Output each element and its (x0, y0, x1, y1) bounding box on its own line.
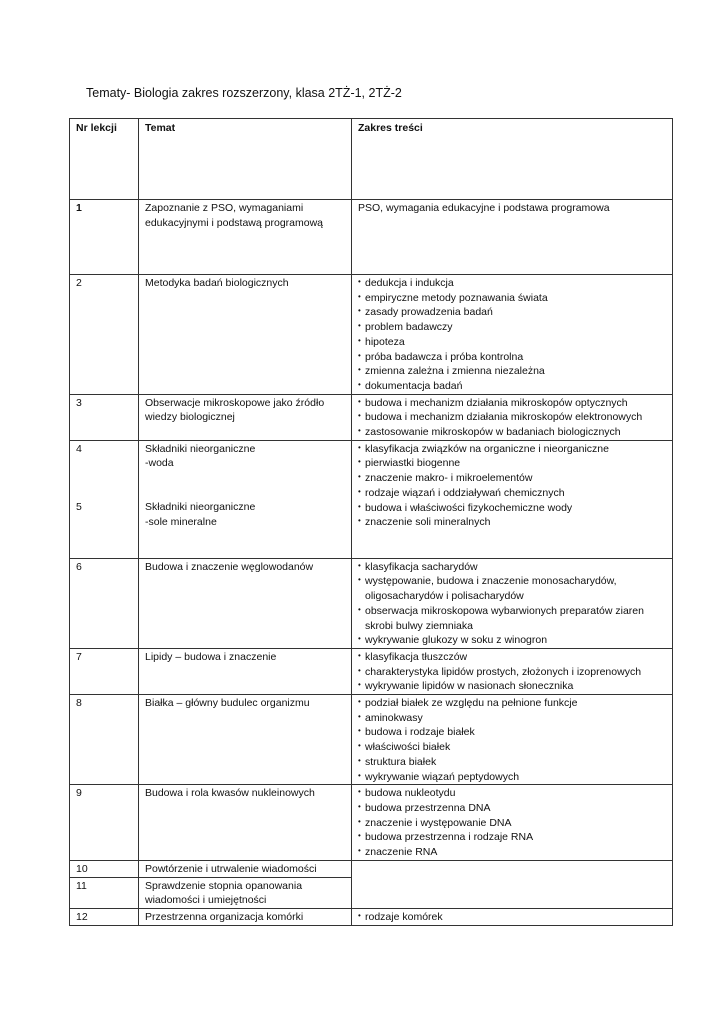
lesson-scope (352, 648, 673, 694)
scope-item: • budowa i mechanizm działania mikroskopów optycznych (358, 396, 667, 411)
lesson-number-4: 4 (76, 442, 82, 455)
lesson-number-5: 5 (76, 501, 82, 514)
scope-item: • znaczenie makro- i mikroelementów (358, 471, 667, 486)
scope-item: • występowanie, budowa i znaczenie monosacharydów, oligosacharydów i polisacharydów (358, 574, 667, 603)
scope-item: • hipoteza (358, 335, 667, 350)
scope-item: • wykrywanie wiązań peptydowych (358, 770, 667, 785)
header-temat: Temat (139, 119, 352, 200)
lesson-scope (352, 860, 673, 908)
lesson-scope (352, 394, 673, 440)
table-row (70, 558, 673, 648)
lesson-number: 10 (70, 860, 139, 877)
scope-item: • podział białek ze względu na pełnione funkcje (358, 696, 667, 711)
scope-item: • budowa przestrzenna i rodzaje RNA (358, 830, 667, 845)
scope-item: • empiryczne metody poznawania świata (358, 291, 667, 306)
lesson-topic: Budowa i rola kwasów nukleinowych (139, 785, 352, 861)
scope-item: • aminokwasy (358, 711, 667, 726)
scope-item: • struktura białek (358, 755, 667, 770)
header-zakres: Zakres treści (352, 119, 673, 200)
scope-item: • zastosowanie mikroskopów w badaniach biologicznych (358, 425, 667, 440)
lesson-scope (352, 908, 673, 925)
scope-item: • wykrywanie glukozy w soku z winogron (358, 633, 667, 648)
lesson-number: 12 (70, 908, 139, 925)
lesson-number: 8 (70, 695, 139, 785)
lesson-topic: Sprawdzenie stopnia opanowania wiadomości i umiejętności (139, 877, 352, 908)
lesson-topic-5: Składniki nieorganiczne (145, 501, 256, 514)
table-row (70, 394, 673, 440)
lesson-scope (352, 695, 673, 785)
scope-item: • budowa i właściwości fizykochemiczne wody (358, 501, 667, 516)
scope-item: • pierwiastki biogenne (358, 456, 667, 471)
lesson-topic-4: Składniki nieorganiczne (145, 442, 256, 455)
table-row (70, 908, 673, 925)
lesson-scope (352, 275, 673, 395)
lesson-scope (352, 440, 673, 558)
document-title: Tematy- Biologia zakres rozszerzony, klasa 2TŻ-1, 2TŻ-2 (86, 86, 402, 100)
table-row (70, 785, 673, 861)
table-row (70, 200, 673, 275)
lesson-number (70, 440, 139, 558)
lesson-number: 6 (70, 558, 139, 648)
table-row (70, 860, 673, 877)
scope-item: • właściwości białek (358, 740, 667, 755)
scope-item: • budowa i rodzaje białek (358, 725, 667, 740)
lesson-number: 9 (70, 785, 139, 861)
scope-item: • budowa i mechanizm działania mikroskopów elektronowych (358, 410, 667, 425)
scope-item: • rodzaje komórek (358, 910, 667, 925)
scope-item: • próba badawcza i próba kontrolna (358, 350, 667, 365)
scope-item: • wykrywanie lipidów w nasionach słonecznika (358, 679, 667, 694)
scope-item: • dokumentacja badań (358, 379, 667, 394)
lesson-scope: PSO, wymagania edukacyjne i podstawa programowa (352, 200, 673, 275)
scope-item: • znaczenie soli mineralnych (358, 515, 667, 530)
scope-item: • obserwacja mikroskopowa wybarwionych preparatów ziaren skrobi bulwy ziemniaka (358, 604, 667, 633)
lesson-number: 2 (70, 275, 139, 395)
lesson-scope (352, 558, 673, 648)
scope-item: • klasyfikacja związków na organiczne i nieorganiczne (358, 442, 667, 457)
scope-item: • problem badawczy (358, 320, 667, 335)
lesson-topic: Metodyka badań biologicznych (139, 275, 352, 395)
scope-item: • budowa nukleotydu (358, 786, 667, 801)
lesson-topic-4-sub: -woda (145, 457, 174, 470)
lesson-number: 7 (70, 648, 139, 694)
lesson-topic: Powtórzenie i utrwalenie wiadomości (139, 860, 352, 877)
lesson-topic: Białka – główny budulec organizmu (139, 695, 352, 785)
lesson-number: 1 (70, 200, 139, 275)
lesson-topic: Przestrzenna organizacja komórki (139, 908, 352, 925)
table-row (70, 440, 673, 558)
scope-item: • budowa przestrzenna DNA (358, 801, 667, 816)
scope-item: • dedukcja i indukcja (358, 276, 667, 291)
lesson-topic: Obserwacje mikroskopowe jako źródło wiedzy biologicznej (139, 394, 352, 440)
table-row (70, 695, 673, 785)
lesson-scope (352, 785, 673, 861)
scope-item: • rodzaje wiązań i oddziaływań chemicznych (358, 486, 667, 501)
header-nr: Nr lekcji (70, 119, 139, 200)
lesson-topic (139, 440, 352, 558)
table-row (70, 648, 673, 694)
scope-item: • znaczenie RNA (358, 845, 667, 860)
scope-item: • klasyfikacja tłuszczów (358, 650, 667, 665)
lesson-topic-5-sub: -sole mineralne (145, 515, 217, 528)
lesson-topic: Zapoznanie z PSO, wymaganiami edukacyjnymi i podstawą programową (139, 200, 352, 275)
scope-item: • charakterystyka lipidów prostych, złożonych i izoprenowych (358, 665, 667, 680)
lessons-table (69, 118, 673, 926)
lesson-number: 3 (70, 394, 139, 440)
lesson-topic: Lipidy – budowa i znaczenie (139, 648, 352, 694)
scope-item: • klasyfikacja sacharydów (358, 560, 667, 575)
scope-item: • znaczenie i występowanie DNA (358, 816, 667, 831)
lesson-topic: Budowa i znaczenie węglowodanów (139, 558, 352, 648)
scope-item: • zasady prowadzenia badań (358, 305, 667, 320)
table-row (70, 275, 673, 395)
scope-item: • zmienna zależna i zmienna niezależna (358, 364, 667, 379)
lesson-number: 11 (70, 877, 139, 908)
table-header-row (70, 119, 673, 200)
